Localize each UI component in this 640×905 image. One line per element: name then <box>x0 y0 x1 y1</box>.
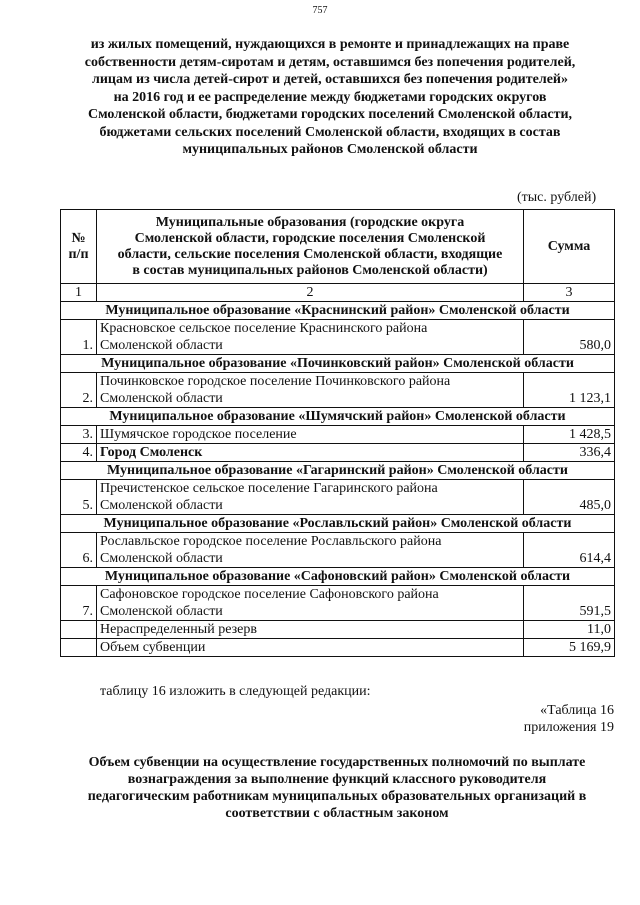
index-row <box>61 284 615 302</box>
page-number: 757 <box>312 5 328 16</box>
row-name <box>97 426 524 444</box>
section-heading <box>60 754 614 822</box>
group-row <box>61 515 615 533</box>
row-name <box>97 320 524 355</box>
group-row <box>61 408 615 426</box>
table-row <box>61 426 615 444</box>
group-title: Муниципальное образование «Сафоновский район» Смоленской области <box>61 568 615 586</box>
row-name-line: Смоленской области <box>100 391 223 406</box>
table-row <box>61 480 615 515</box>
document-heading <box>60 36 600 159</box>
row-name <box>97 639 524 657</box>
index-cell: 3 <box>524 284 615 302</box>
row-name-line: Шумячское городское поселение <box>100 427 297 442</box>
row-number: 2. <box>61 373 97 408</box>
row-sum: 485,0 <box>524 480 615 515</box>
unit-label: (тыс. рублей) <box>517 190 597 205</box>
row-sum: 336,4 <box>524 444 615 462</box>
annex-line: «Таблица 16 <box>540 703 614 718</box>
group-title: Муниципальное образование «Рославльский район» Смоленской области <box>61 515 615 533</box>
row-name <box>97 444 524 462</box>
group-row <box>61 355 615 373</box>
row-sum: 1 123,1 <box>524 373 615 408</box>
row-name-line: Нераспределенный резерв <box>100 622 257 637</box>
row-name-line: Рославльское городское поселение Рославльского района <box>100 534 442 549</box>
table-row <box>61 444 615 462</box>
section-heading-line: соответствии с областным законом <box>225 806 449 821</box>
row-name <box>97 480 524 515</box>
row-sum: 591,5 <box>524 586 615 621</box>
header-name-line: в состав муниципальных районов Смоленской области) <box>132 262 488 278</box>
group-row <box>61 302 615 320</box>
row-name-line: Смоленской области <box>100 338 223 353</box>
table-row <box>61 621 615 639</box>
row-number: 4. <box>61 444 97 462</box>
index-cell: 1 <box>61 284 97 302</box>
row-number: 3. <box>61 426 97 444</box>
heading-line: на 2016 год и ее распределение между бюджетами городских округов <box>113 89 547 105</box>
group-row <box>61 462 615 480</box>
row-name-line: Смоленской области <box>100 551 223 566</box>
section-heading-line: Объем субвенции на осуществление государственных полномочий по выплате <box>88 755 586 770</box>
row-name-line: Починковское городское поселение Починковского района <box>100 374 451 389</box>
header-name-line: Муниципальные образования (городские округа <box>155 214 465 230</box>
table-row <box>61 639 615 657</box>
group-title: Муниципальное образование «Починковский район» Смоленской области <box>61 355 615 373</box>
row-number: 6. <box>61 533 97 568</box>
row-sum: 5 169,9 <box>524 639 615 657</box>
row-name-line: Смоленской области <box>100 604 223 619</box>
table-row <box>61 586 615 621</box>
row-name <box>97 373 524 408</box>
header-name <box>97 210 524 284</box>
row-number <box>61 621 97 639</box>
header-num-line: № <box>71 230 86 246</box>
table-row <box>61 373 615 408</box>
header-name-line: области, сельские поселения Смоленской области, входящие <box>117 246 503 262</box>
group-title: Муниципальное образование «Шумячский район» Смоленской области <box>61 408 615 426</box>
amendment-text: таблицу 16 изложить в следующей редакции: <box>100 684 371 699</box>
row-sum: 580,0 <box>524 320 615 355</box>
row-number <box>61 639 97 657</box>
heading-line: лицам из числа детей-сирот и детей, оставшихся без попечения родителей» <box>92 72 568 87</box>
row-name <box>97 586 524 621</box>
row-name-line: Город Смоленск <box>100 445 203 460</box>
row-sum: 614,4 <box>524 533 615 568</box>
header-name-line: Смоленской области, городские поселения Смоленской <box>134 230 486 246</box>
row-name <box>97 621 524 639</box>
row-name-line: Пречистенское сельское поселение Гагаринского района <box>100 481 438 496</box>
group-row <box>61 568 615 586</box>
row-number: 1. <box>61 320 97 355</box>
row-name-line: Объем субвенции <box>100 640 206 655</box>
section-heading-line: вознаграждения за выполнение функций классного руководителя <box>127 772 547 787</box>
row-name-line: Смоленской области <box>100 498 223 513</box>
group-title: Муниципальное образование «Гагаринский район» Смоленской области <box>61 462 615 480</box>
header-num <box>61 210 97 284</box>
heading-line: Смоленской области, бюджетами городских поселений Смоленской области, <box>87 107 573 122</box>
header-num-line: п/п <box>68 246 89 262</box>
heading-line: собственности детям-сиротам и детям, оставшимся без попечения родителей, <box>84 54 576 70</box>
row-sum: 1 428,5 <box>524 426 615 444</box>
row-number: 7. <box>61 586 97 621</box>
header-sum: Сумма <box>524 210 615 284</box>
row-number: 5. <box>61 480 97 515</box>
index-cell: 2 <box>97 284 524 302</box>
row-name-line: Красновское сельское поселение Краснинского района <box>100 321 428 336</box>
table-row <box>61 320 615 355</box>
table-row <box>61 533 615 568</box>
table-header-row <box>61 210 615 284</box>
row-name-line: Сафоновское городское поселение Сафоновского района <box>100 587 439 602</box>
group-title: Муниципальное образование «Краснинский район» Смоленской области <box>61 302 615 320</box>
subvention-table <box>60 209 615 657</box>
heading-line: муниципальных районов Смоленской области <box>182 142 478 157</box>
annex-line: приложения 19 <box>523 720 614 735</box>
heading-line: бюджетами сельских поселений Смоленской области, входящих в состав <box>99 124 561 140</box>
heading-line: из жилых помещений, нуждающихся в ремонте и принадлежащих на праве <box>90 37 570 52</box>
annex-reference <box>524 702 614 736</box>
section-heading-line: педагогическим работникам муниципальных образовательных организаций в <box>87 789 587 804</box>
row-name <box>97 533 524 568</box>
row-sum: 11,0 <box>524 621 615 639</box>
